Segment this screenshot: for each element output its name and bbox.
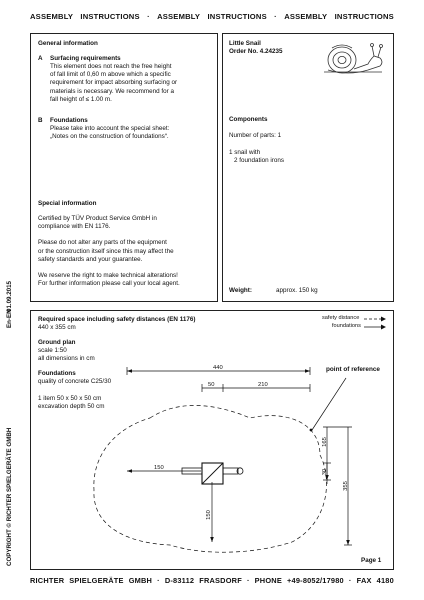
- footer-word: FRASDORF: [199, 576, 242, 585]
- header-word: ASSEMBLY: [30, 12, 74, 21]
- side-date: 01.09.2015: [6, 281, 13, 312]
- text-line: Please do not alter any parts of the equipment: [38, 239, 167, 247]
- legend-safety-label: safety distance: [322, 315, 360, 321]
- plan-units: all dimensions in cm: [38, 355, 95, 362]
- text-line: materials is necessary. We recommend for a: [50, 87, 174, 95]
- side-language: En-EN: [6, 309, 13, 328]
- text-line: fall height of ≤ 1.00 m.: [50, 95, 112, 103]
- section-a-letter: A: [38, 55, 43, 62]
- footer-word: FAX: [356, 576, 372, 585]
- text-line: Certified by TÜV Product Service GmbH in: [38, 215, 157, 222]
- header-word: ASSEMBLY: [284, 12, 328, 21]
- dimension-165: 165: [322, 437, 328, 447]
- dimension-150-horizontal: 150: [154, 465, 164, 471]
- footer-word: PHONE: [254, 576, 282, 585]
- header-word: INSTRUCTIONS: [80, 12, 140, 21]
- text-line: Please take into account the special sheet:: [50, 125, 170, 132]
- dimension-50: 50: [208, 382, 215, 388]
- header-word: ASSEMBLY: [157, 12, 201, 21]
- order-number: Order No. 4.24235: [229, 48, 283, 55]
- footer-word: GMBH: [128, 576, 153, 585]
- footer-separator: ·: [348, 576, 352, 585]
- plan-title: Required space including safety distances (EN 1176): [38, 316, 196, 323]
- text-line: requirement for impact absorbing surfacing or: [50, 79, 178, 87]
- dimension-150-vertical: 150: [206, 510, 212, 520]
- section-a-title: Surfacing requirements: [50, 55, 121, 62]
- footer-bar: [30, 576, 394, 585]
- section-b-text: [50, 125, 169, 141]
- footer-word: D-83112: [164, 576, 195, 585]
- component-item: 2 foundation irons: [234, 157, 285, 164]
- text-line: or the construction itself since this may affect the: [38, 247, 174, 255]
- text-line: For further information please call your local agent.: [38, 280, 180, 288]
- dimension-30: 30: [322, 468, 328, 476]
- text-line: of fall limit of 0,60 m above which a specific: [50, 71, 171, 79]
- header-separator: ·: [147, 12, 150, 21]
- header-word: INSTRUCTIONS: [334, 12, 394, 21]
- text-line: compliance with EN 1176.: [38, 223, 111, 231]
- footer-separator: ·: [157, 576, 160, 585]
- footer-word: SPIELGERÄTE: [69, 576, 124, 585]
- dimension-355: 355: [343, 481, 349, 491]
- header-separator: ·: [274, 12, 277, 21]
- legend-foundations-label: foundations: [332, 323, 361, 329]
- text-line: safety standards and your guarantee.: [38, 255, 143, 263]
- footer-word: 4180: [376, 576, 394, 585]
- snail-illustration: [318, 36, 390, 78]
- text-line: We reserve the right to make technical alterations!: [38, 272, 178, 280]
- ground-plan-drawing: [30, 310, 394, 570]
- special-info-title: Special information: [38, 200, 97, 207]
- section-b-letter: B: [38, 117, 43, 124]
- section-b-title: Foundations: [50, 117, 88, 124]
- text-line: This element does not reach the free height: [50, 63, 172, 70]
- parts-count: Number of parts: 1: [229, 132, 282, 139]
- weight-value: approx. 150 kg: [276, 287, 318, 294]
- text-line: „Notes on the construction of foundations“.: [50, 133, 169, 141]
- header-bar: [30, 12, 394, 21]
- excavation-depth: excavation depth 50 cm: [38, 403, 105, 410]
- ground-plan-title: Ground plan: [38, 339, 76, 346]
- foundation-item: 1 item 50 x 50 x 50 cm: [38, 395, 102, 402]
- point-of-reference-label: point of reference: [326, 366, 380, 373]
- footer-separator: ·: [246, 576, 250, 585]
- page-number: Page 1: [361, 557, 382, 564]
- dimension-440: 440: [213, 365, 223, 371]
- weight-label: Weight:: [229, 287, 252, 294]
- section-a-text: [50, 63, 177, 104]
- plan-scale: scale 1:50: [38, 347, 67, 354]
- component-item: 1 snail with: [229, 149, 261, 156]
- concrete-quality: quality of concrete C25/30: [38, 378, 112, 385]
- header-word: INSTRUCTIONS: [207, 12, 267, 21]
- general-info-title: General information: [38, 40, 98, 47]
- footer-word: RICHTER: [30, 576, 65, 585]
- footer-word: +49-8052/17980: [287, 576, 344, 585]
- components-title: Components: [229, 116, 268, 123]
- foundations-title: Foundations: [38, 370, 76, 377]
- side-copyright: COPYRIGHT © RICHTER SPIELGERÄTE GMBH: [6, 427, 13, 566]
- dimension-210: 210: [258, 382, 268, 388]
- product-name: Little Snail: [229, 40, 261, 47]
- plan-size: 440 x 355 cm: [38, 324, 76, 331]
- special-info-text: [38, 215, 180, 288]
